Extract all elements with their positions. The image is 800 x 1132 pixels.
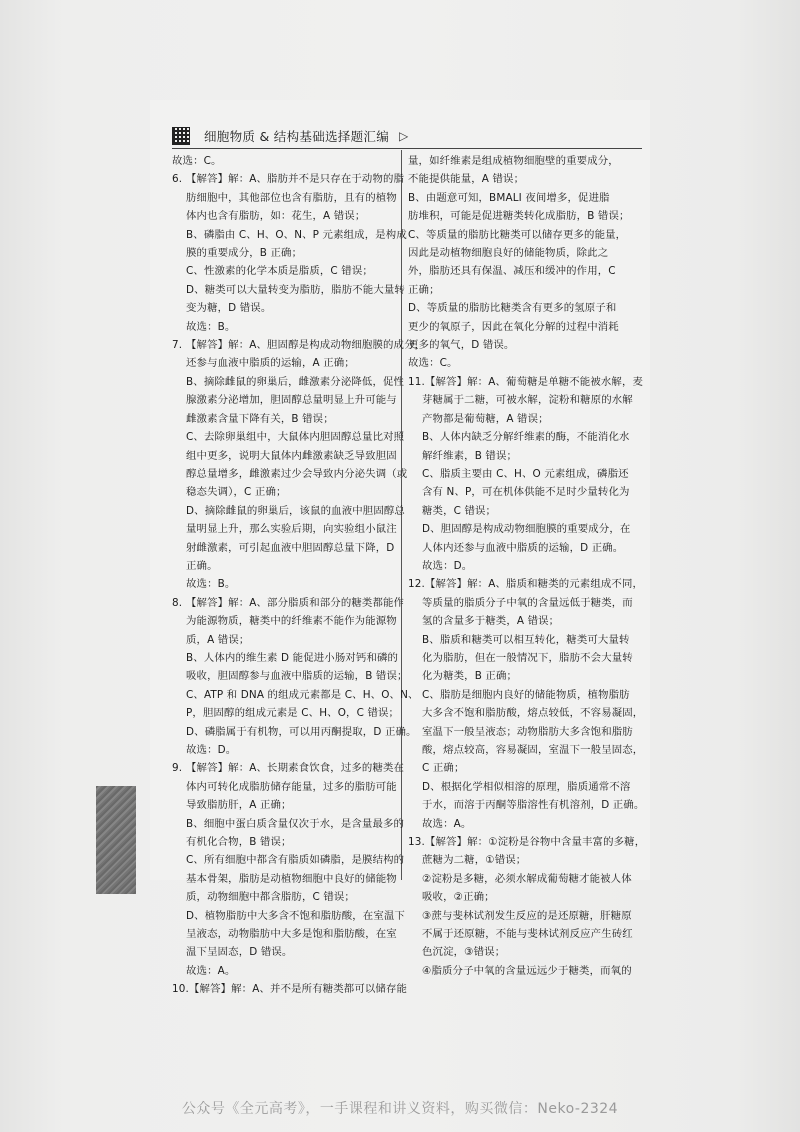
answer-block xyxy=(408,575,645,833)
text-line: D、等质量的脂肪比糖类含有更多的氢原子和 xyxy=(408,302,617,315)
text-line: D、胆固醇是构成动物细胞膜的重要成分，在 xyxy=(422,523,631,536)
text-line: 芽糖属于二糖，可被水解，淀粉和糖原的水解 xyxy=(422,394,633,407)
text-line: 膜的重要成分，B 正确； xyxy=(186,247,303,260)
text-line: 外，脂肪还具有保温、减压和缓冲的作用，C xyxy=(408,265,616,278)
text-line: 7. 【解答】解：A、胆固醇是构成动物细胞膜的成分， xyxy=(186,336,394,354)
text-line: 故选：A。 xyxy=(422,817,472,830)
text-line: 还参与血液中脂质的运输，A 正确； xyxy=(186,357,355,370)
page-header xyxy=(172,125,408,147)
text-line: 呈液态，动物脂肪中大多是饱和脂肪酸，在室 xyxy=(186,928,397,941)
text-line: 等质量的脂质分子中氧的含量远低于糖类，而 xyxy=(422,596,633,609)
text-line: C、脂肪是细胞内良好的储能物质，植物脂肪 xyxy=(422,688,630,701)
text-line: B、磷脂由 C、H、O、N、P 元素组成，是构成 xyxy=(186,228,407,241)
text-line: 含有 N、P，可在机体供能不足时少量转化为 xyxy=(422,486,630,499)
text-line: 体内可转化成脂肪储存能量，过多的脂肪可能 xyxy=(186,780,397,793)
qr-code-icon xyxy=(172,127,190,145)
text-line: D、根据化学相似相溶的原理，脂质通常不溶 xyxy=(422,780,631,793)
answer-block xyxy=(172,594,419,760)
answer-block xyxy=(408,833,646,980)
text-line: 为能源物质，糖类中的纤维素不能作为能源物 xyxy=(186,615,397,628)
text-line: 8. 【解答】解：A、部分脂质和部分的糖类都能作 xyxy=(186,594,394,612)
question-number: 13. xyxy=(408,836,425,849)
text-line: 雌激素含量下降有关，B 错误； xyxy=(186,412,334,425)
text-line: 蔗糖为二糖，①错误； xyxy=(422,854,527,867)
text-line: 稳态失调），C 正确； xyxy=(186,486,287,499)
text-line: 肪细胞中，其他部位也含有脂肪，且有的植物 xyxy=(186,191,397,204)
right-column xyxy=(408,152,646,980)
text-block xyxy=(172,152,394,170)
text-line: 人体内还参与血液中脂质的运输，D 正确。 xyxy=(422,541,624,554)
text-line: D、摘除雌鼠的卵巢后，该鼠的血液中胆固醇总 xyxy=(186,504,405,517)
text-line: 于水，而溶于丙酮等脂溶性有机溶剂，D 正确。 xyxy=(422,799,645,812)
question-number: 10. xyxy=(172,983,189,996)
text-line: 腺激素分泌增加，胆固醇总量明显上升可能与 xyxy=(186,394,397,407)
text-line: 6. 【解答】解：A、脂肪并不是只存在于动物的脂 xyxy=(186,170,394,188)
text-line: D、糖类可以大量转变为脂肪，脂肪不能大量转 xyxy=(186,283,405,296)
text-line: 解纤维素，B 错误； xyxy=(422,449,518,462)
question-number: 7. xyxy=(172,339,183,352)
text-line: C、脂质主要由 C、H、O 元素组成，磷脂还 xyxy=(422,467,629,480)
text-line: 故选：C。 xyxy=(172,155,222,167)
header-title: 细胞物质 & 结构基础选择题汇编 xyxy=(204,129,389,144)
text-line: P，胆固醇的组成元素是 C、H、O，C 错误； xyxy=(186,707,400,720)
text-line: 9. 【解答】解：A、长期素食饮食，过多的糖类在 xyxy=(186,759,394,777)
text-line: 有机化合物，B 错误； xyxy=(186,836,292,849)
text-line: 化为糖类，B 正确； xyxy=(422,670,518,683)
text-line: 11.【解答】解：A、葡萄糖是单糖不能被水解，麦 xyxy=(422,373,636,391)
text-line: 化为脂肪，但在一般情况下，脂肪不会大量转 xyxy=(422,651,633,664)
text-line: 10.【解答】解：A、并不是所有糖类都可以储存能 xyxy=(186,980,394,998)
text-line: 因此是动植物细胞良好的储能物质，除此之 xyxy=(408,247,609,260)
text-line: D、植物脂肪中大多含不饱和脂肪酸，在室温下 xyxy=(186,909,405,922)
text-line: 色沉淀，③错误； xyxy=(422,946,506,959)
question-number: 11. xyxy=(408,375,425,388)
text-line: 正确； xyxy=(408,283,440,296)
text-line: 12.【解答】解：A、脂质和糖类的元素组成不同， xyxy=(422,575,636,593)
text-line: ③蔗与斐林试剂发生反应的是还原糖，肝糖原 xyxy=(422,909,632,922)
text-line: 糖类，C 错误； xyxy=(422,504,497,517)
text-line: 质，动物细胞中都含脂肪，C 错误； xyxy=(186,891,355,904)
answer-block xyxy=(172,170,407,336)
text-line: B、细胞中蛋白质含量仅次于水，是含量最多的 xyxy=(186,817,405,830)
footer-watermark-text: 公众号《全元高考》，一手课程和讲义资料，购买微信：Neko-2324 xyxy=(181,1101,619,1117)
text-line: 量明显上升，那么实验后期，向实验组小鼠注 xyxy=(186,523,397,536)
text-line: 故选：B。 xyxy=(186,320,236,333)
text-line: 量，如纤维素是组成植物细胞壁的重要成分， xyxy=(408,155,619,167)
answer-block xyxy=(172,759,405,980)
text-line: 13.【解答】解：①淀粉是谷物中含量丰富的多糖， xyxy=(422,833,636,851)
text-line: 吸收，②正确； xyxy=(422,891,495,904)
text-line: 吸收，胆固醇参与血液中脂质的运输，B 错误； xyxy=(186,670,408,683)
text-line: C、等质量的脂肪比糖类可以储存更多的能量， xyxy=(408,228,627,241)
text-line: B、人体内缺乏分解纤维素的酶，不能消化水 xyxy=(422,431,630,444)
question-number: 8. xyxy=(172,596,183,609)
text-line: B、人体内的维生素 D 能促进小肠对钙和磷的 xyxy=(186,651,399,664)
play-arrow-icon: ▷ xyxy=(399,129,409,143)
text-line: 更少的氧原子，因此在氧化分解的过程中消耗 xyxy=(408,320,619,333)
text-line: 故选：D。 xyxy=(422,559,473,572)
text-line: 质，A 错误； xyxy=(186,633,250,646)
text-line: D、磷脂属于有机物，可以用丙酮提取，D 正确。 xyxy=(186,725,417,738)
text-line: C 正确； xyxy=(422,762,465,775)
text-line: 不能提供能量，A 错误； xyxy=(408,173,525,186)
text-line: 氢的含量多于糖类，A 错误； xyxy=(422,615,560,628)
answer-block xyxy=(172,980,408,998)
header-rule xyxy=(172,148,642,149)
question-number: 12. xyxy=(408,578,425,591)
text-line: C、去除卵巢组中，大鼠体内胆固醇总量比对照 xyxy=(186,431,405,444)
text-line: B、由题意可知，BMALI 夜间增多，促进脂 xyxy=(408,191,610,204)
text-line: C、性激素的化学本质是脂质，C 错误； xyxy=(186,265,373,278)
text-line: 更多的氧气，D 错误。 xyxy=(408,339,515,352)
text-line: 温下呈固态，D 错误。 xyxy=(186,946,293,959)
text-line: 酸，熔点较高，容易凝固，室温下一般呈固态， xyxy=(422,744,644,756)
text-line: 大多含不饱和脂肪酸，熔点较低，不容易凝固， xyxy=(422,707,644,720)
text-line: ④脂质分子中氧的含量远远少于糖类，而氧的 xyxy=(422,964,632,977)
text-line: 基本骨架，脂肪是动植物细胞中良好的储能物 xyxy=(186,872,397,885)
text-line: B、摘除雌鼠的卵巢后，雌激素分泌降低，促性 xyxy=(186,375,405,388)
text-line: 故选：C。 xyxy=(408,357,458,370)
text-line: ②淀粉是多糖，必须水解成葡萄糖才能被人体 xyxy=(422,872,632,885)
text-line: 组中更多，说明大鼠体内雌激素缺乏导致胆固 xyxy=(186,449,397,462)
text-line: 产物都是葡萄糖，A 错误； xyxy=(422,412,549,425)
text-line: 射雌激素，可引起血液中胆固醇总量下降，D xyxy=(186,541,395,554)
text-line: 导致脂肪肝，A 正确； xyxy=(186,799,292,812)
question-number: 9. xyxy=(172,762,183,775)
text-block xyxy=(408,152,636,373)
binding-edge-mark xyxy=(96,786,136,894)
text-line: 正确。 xyxy=(186,559,218,572)
text-line: B、脂质和糖类可以相互转化，糖类可大量转 xyxy=(422,633,630,646)
text-line: 不属于还原糖，不能与斐林试剂反应产生砖红 xyxy=(422,928,633,941)
text-line: 故选：A。 xyxy=(186,964,236,977)
text-line: 故选：D。 xyxy=(186,744,237,756)
text-line: C、ATP 和 DNA 的组成元素都是 C、H、O、N、 xyxy=(186,688,419,701)
text-line: 变为糖，D 错误。 xyxy=(186,302,272,315)
text-line: 醇总量增多，雌激素过少会导致内分泌失调（或 xyxy=(186,467,408,480)
answer-block xyxy=(408,373,644,575)
text-line: 体内也含有脂肪，如：花生，A 错误； xyxy=(186,210,366,223)
text-line: 室温下一般呈液态；动物脂肪大多含饱和脂肪 xyxy=(422,725,633,738)
text-line: 故选：B。 xyxy=(186,578,236,591)
text-line: 肪堆积，可能是促进糖类转化成脂肪，B 错误； xyxy=(408,210,630,223)
question-number: 6. xyxy=(172,173,183,186)
text-line: C、所有细胞中都含有脂质如磷脂，是膜结构的 xyxy=(186,854,405,867)
